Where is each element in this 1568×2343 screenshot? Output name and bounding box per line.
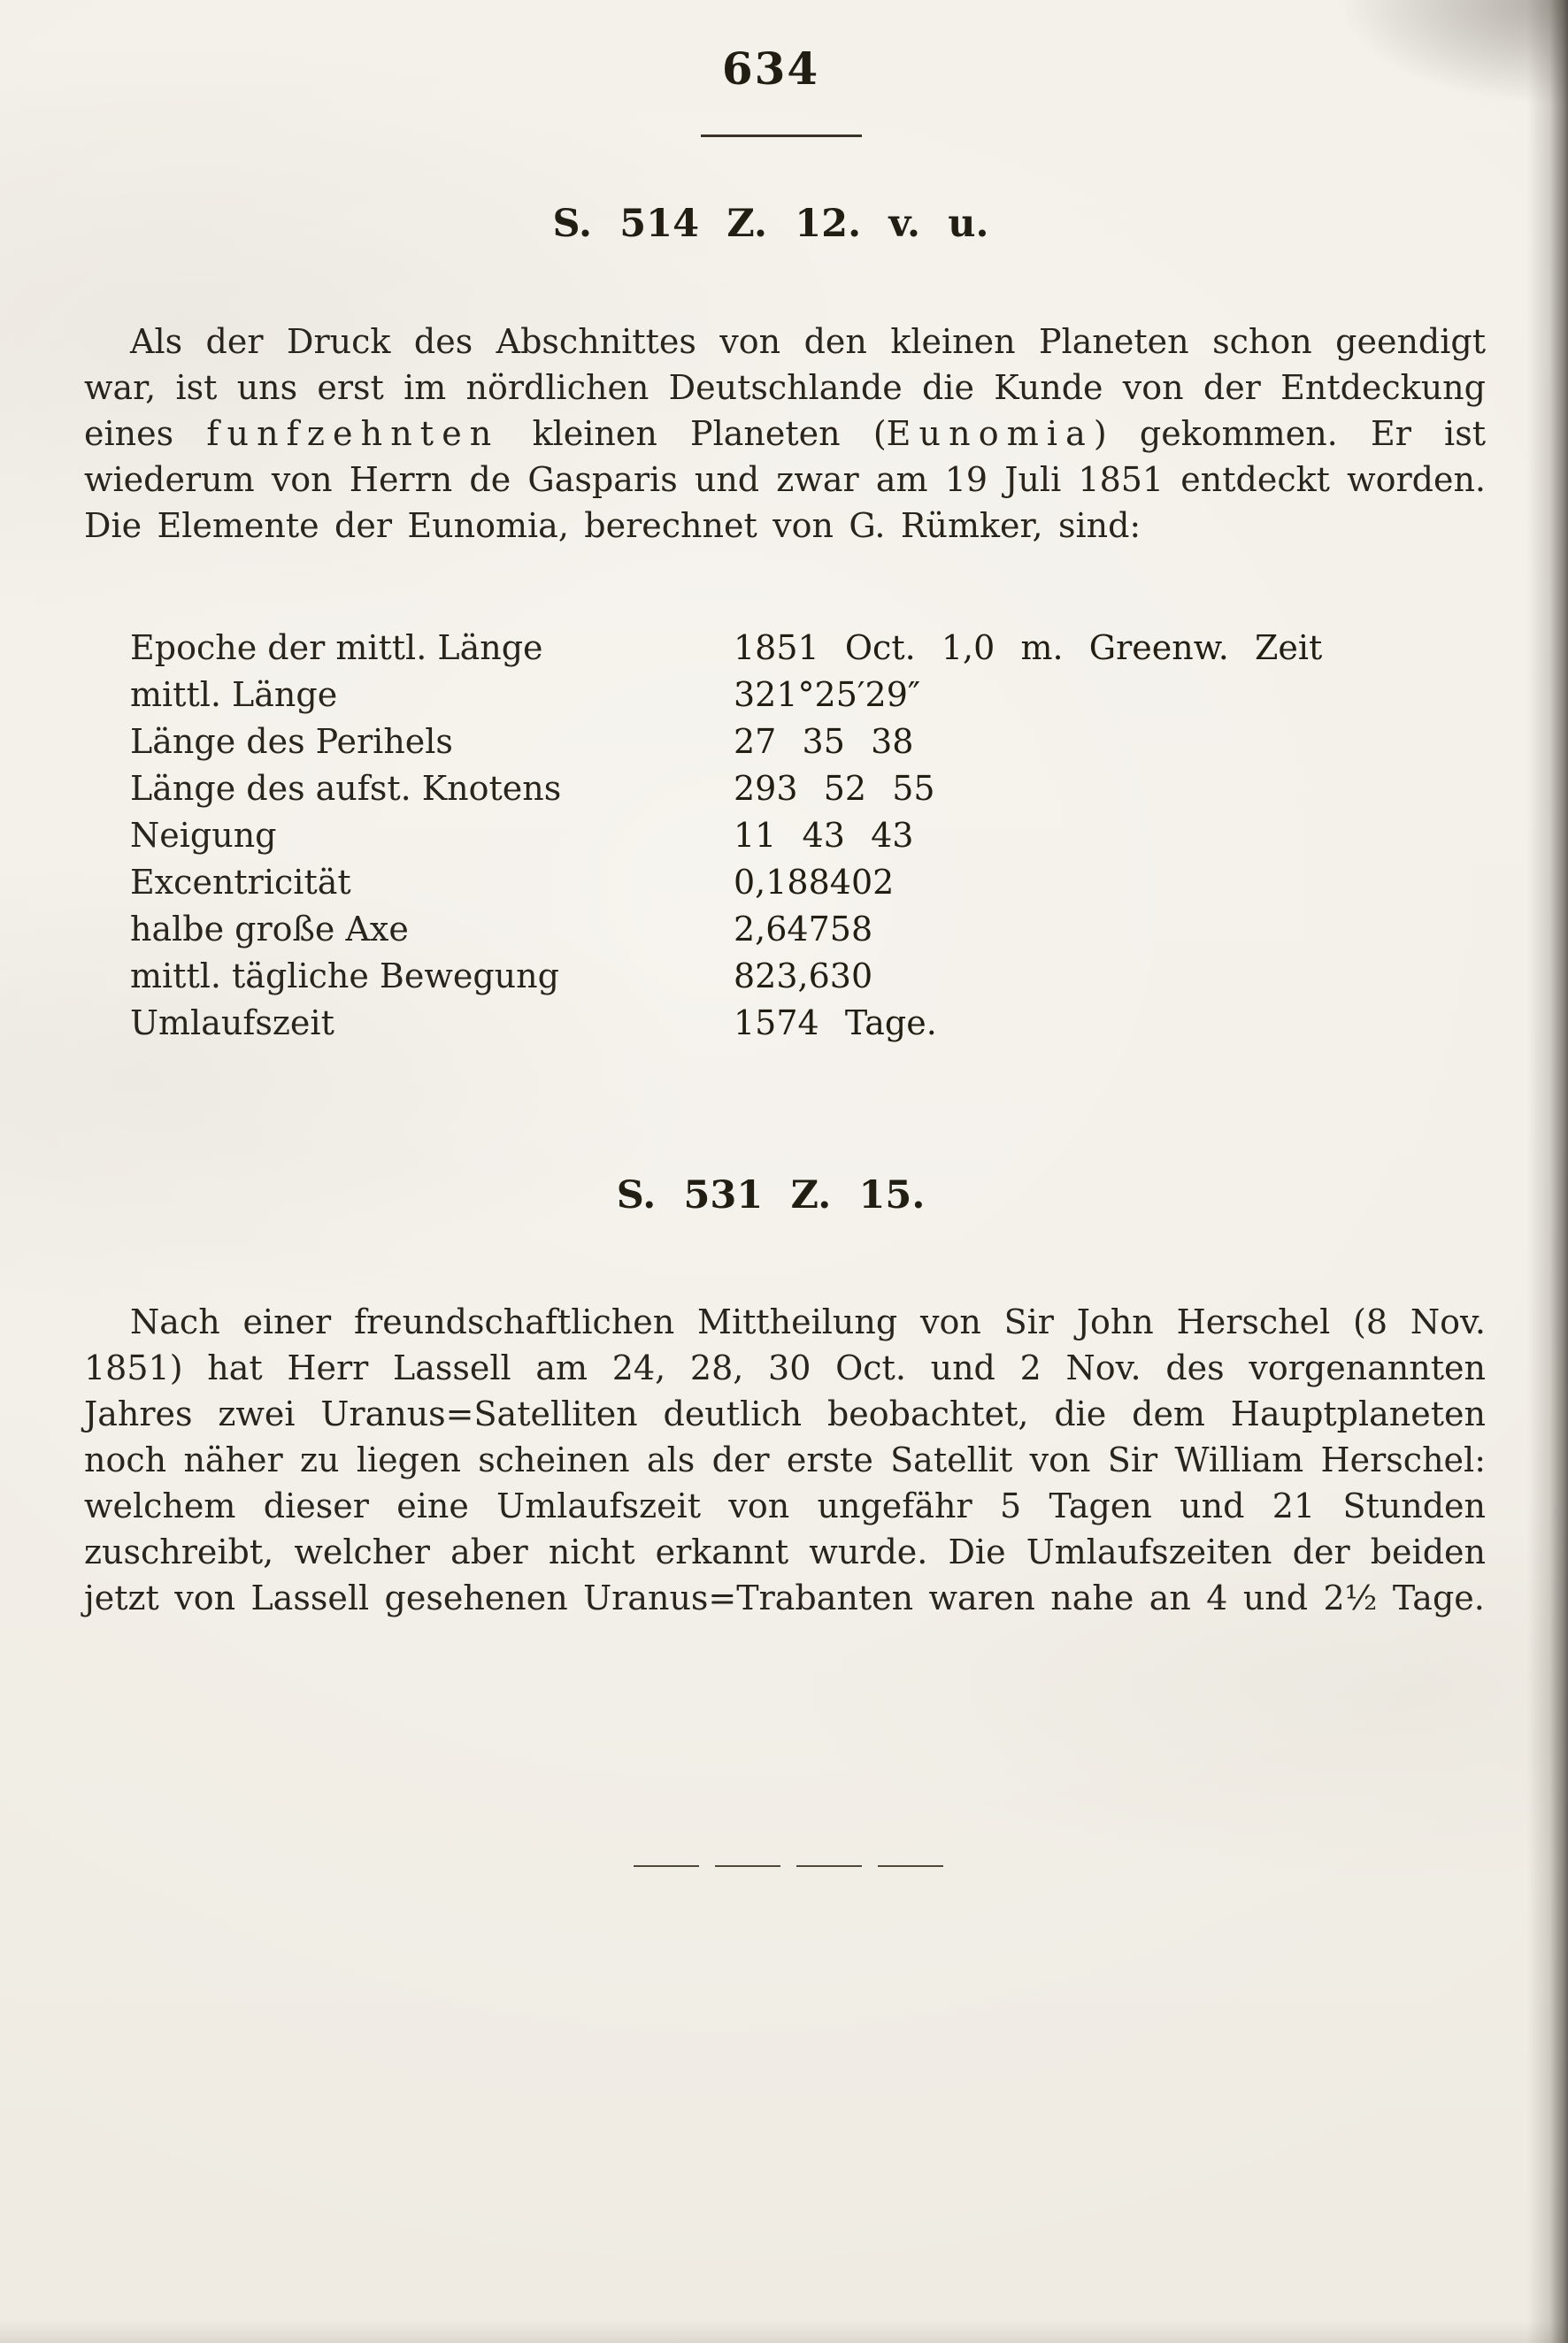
element-label: Länge des Perihels — [130, 722, 453, 761]
table-row — [84, 816, 1486, 863]
element-value: 2,64758 — [734, 910, 873, 949]
element-value: 321°25′29″ — [734, 675, 921, 714]
paragraph-eunomia — [84, 319, 1486, 549]
table-row — [84, 628, 1486, 675]
table-row — [84, 863, 1486, 910]
emphasized-run-funfzehnten: funfzehnten — [206, 414, 500, 453]
scan-edge-shadow — [1527, 0, 1568, 2343]
section-heading-2: S. 531 Z. 15. — [616, 1173, 926, 1218]
table-row — [84, 910, 1486, 956]
table-row — [84, 1003, 1486, 1050]
scan-bottom-shadow — [0, 2320, 1568, 2343]
element-value: 27 35 38 — [734, 722, 914, 761]
orbital-elements-table — [84, 628, 1486, 1050]
element-value: 293 52 55 — [734, 769, 935, 808]
page-number-rule — [701, 134, 862, 137]
table-row — [84, 675, 1486, 722]
paragraph-run: Als der Druck des Abschnittes von den kleinen Planeten schon geendigt war, ist uns erst im nördlichen Deutschlande die Kunde von der Entdeckung eines — [84, 322, 1486, 453]
element-label: Epoche der mittl. Länge — [130, 628, 543, 667]
paragraph-run: kleinen Planeten ( — [499, 414, 887, 453]
element-label: mittl. tägliche Bewegung — [130, 956, 559, 995]
section-heading-1: S. 514 Z. 12. v. u. — [552, 202, 989, 246]
emphasized-run-eunomia: Eunomia — [886, 414, 1094, 453]
element-label: Länge des aufst. Knotens — [130, 769, 562, 808]
element-label: mittl. Länge — [130, 675, 338, 714]
element-value: 1851 Oct. 1,0 m. Greenw. Zeit — [734, 628, 1323, 667]
element-label: halbe große Axe — [130, 910, 409, 949]
table-row — [84, 769, 1486, 816]
separator-rule — [634, 1865, 945, 1867]
table-row — [84, 722, 1486, 769]
element-value: 0,188402 — [734, 863, 895, 902]
page-number: 634 — [721, 42, 820, 95]
element-value: 11 43 43 — [734, 816, 914, 855]
element-label: Neigung — [130, 816, 277, 855]
element-label: Umlaufszeit — [130, 1003, 334, 1042]
paragraph-run: ) gekommen. Er ist wiederum von Herrn de Gasparis und zwar am 19 Juli 1851 entdeckt worden. Die Elemente der Eunomia, berechnet von G. Rümker, sind: — [84, 414, 1486, 545]
paragraph-run: Nach einer freundschaftlichen Mittheilung von Sir John Herschel (8 Nov. 1851) hat Herr Lassell am 24, 28, 30 Oct. und 2 Nov. des vorgenannten Jahres zwei Uranus=Satelliten deutlich beobachtet, die dem Hauptplaneten noch näher zu liegen scheinen als der erste Satellit von Sir William Herschel: welchem dieser eine Umlaufszeit von ungefähr 5 Tagen und 21 Stunden zuschreibt, welcher aber nicht erkannt wurde. Die Umlaufszeiten der beiden jetzt von Lassell gesehenen Uranus=Trabanten waren nahe an 4 und 2½ Tage. — [84, 1302, 1486, 1617]
paragraph-uranus-satellites — [84, 1299, 1486, 1621]
table-row — [84, 956, 1486, 1003]
element-value: 1574 Tage. — [734, 1003, 937, 1042]
element-label: Excentricität — [130, 863, 351, 902]
element-value: 823,630 — [734, 956, 873, 995]
